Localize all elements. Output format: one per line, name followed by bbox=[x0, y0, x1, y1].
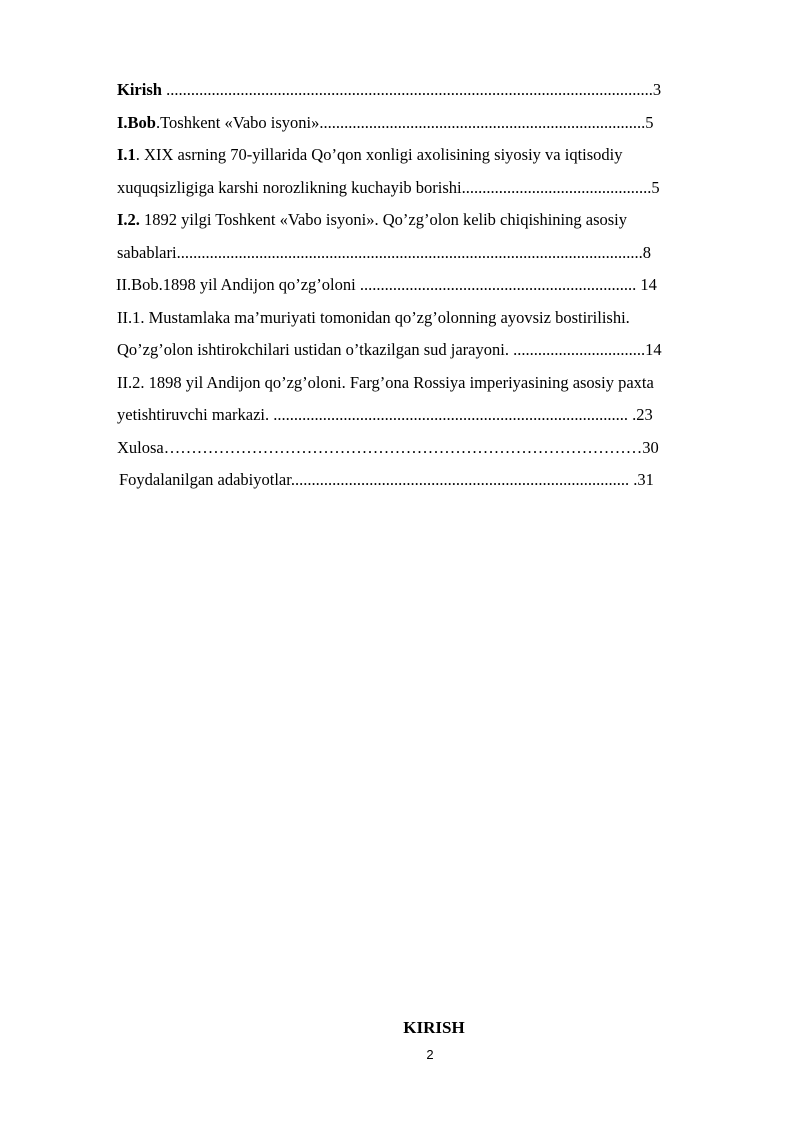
toc-entry-s11-line1[interactable] bbox=[117, 139, 742, 172]
toc-page-number: 8 bbox=[642, 242, 651, 262]
toc-entry-bob1[interactable] bbox=[117, 107, 742, 140]
toc-entry-kirish[interactable] bbox=[117, 74, 742, 107]
toc-page-number: 30 bbox=[642, 437, 659, 457]
toc-entry-s21-line1[interactable] bbox=[117, 302, 742, 335]
toc-page-number: 14 bbox=[636, 275, 657, 294]
toc-title: 1892 yilgi Toshkent «Vabo isyoni». Qo’zg’olon kelib chiqishining asosiy bbox=[139, 210, 628, 229]
toc-entry-s22-line2[interactable] bbox=[117, 399, 742, 432]
toc-label: Xulosa bbox=[117, 437, 164, 457]
page-number: 2 bbox=[426, 1047, 434, 1062]
toc-dots: ................................................................... bbox=[359, 275, 637, 294]
toc-prefix: I.2. bbox=[117, 210, 140, 229]
toc-page-number: 5 bbox=[645, 112, 654, 132]
toc-title: II.1. Mustamlaka ma’muriyati tomonidan qo’zg’olonning ayovsiz bostirilishi. bbox=[117, 307, 630, 327]
toc-title: II.Bob.1898 yil Andijon qo’zg’oloni bbox=[116, 275, 360, 294]
toc-entry-bob2[interactable] bbox=[116, 269, 742, 302]
toc-dots: ................................................................................................................. bbox=[176, 242, 643, 262]
toc-entry-s12-line1[interactable] bbox=[117, 204, 742, 237]
toc-dots: .............................................. bbox=[461, 177, 652, 197]
table-of-contents bbox=[117, 74, 742, 497]
toc-label: Foydalanilgan adabiyotlar bbox=[119, 470, 291, 489]
toc-entry-xulosa[interactable] bbox=[117, 432, 742, 465]
toc-title: . XIX asrning 70-yillarida Qo’qon xonligi axolisining siyosiy va iqtisodiy bbox=[135, 145, 623, 164]
toc-title: II.2. 1898 yil Andijon qo’zg’oloni. Farg’ona Rossiya imperiyasining asosiy paxta bbox=[117, 372, 654, 392]
toc-prefix: I.1 bbox=[117, 145, 136, 164]
toc-dots: ...................................................................................................................... bbox=[161, 80, 653, 99]
toc-entry-s22-line1[interactable] bbox=[117, 367, 742, 400]
section-heading: KIRISH bbox=[403, 1018, 465, 1037]
toc-title: Qo’zg’olon ishtirokchilari ustidan o’tkazilgan sud jarayoni. bbox=[117, 340, 514, 359]
toc-entry-s11-line2[interactable] bbox=[117, 172, 742, 205]
toc-entry-s12-line2[interactable] bbox=[117, 237, 742, 270]
toc-dots: ................................ bbox=[513, 340, 646, 359]
toc-title: sabablari bbox=[117, 242, 177, 262]
toc-page-number: 14 bbox=[645, 340, 662, 359]
toc-page-number: .23 bbox=[628, 405, 653, 424]
toc-entry-s21-line2[interactable] bbox=[117, 334, 742, 367]
toc-label: Kirish bbox=[117, 80, 162, 99]
toc-dots: ...................................................................................... bbox=[273, 405, 628, 424]
toc-dots: ............................................................................... bbox=[319, 112, 646, 132]
toc-page-number: .31 bbox=[629, 470, 654, 489]
toc-page-number: 3 bbox=[652, 80, 662, 99]
toc-prefix: I.Bob bbox=[117, 112, 156, 132]
toc-title: yetishtiruvchi markazi. bbox=[117, 405, 274, 424]
toc-title: xuquqsizligiga karshi norozlikning kuchayib borishi bbox=[117, 177, 462, 197]
toc-page-number: 5 bbox=[651, 177, 660, 197]
toc-title: .Toshkent «Vabo isyoni» bbox=[155, 112, 320, 132]
toc-dots: …………………………………………………………………………… bbox=[163, 437, 643, 457]
toc-entry-adabiyotlar[interactable] bbox=[119, 464, 742, 497]
toc-dots: .................................................................................. bbox=[290, 470, 630, 489]
